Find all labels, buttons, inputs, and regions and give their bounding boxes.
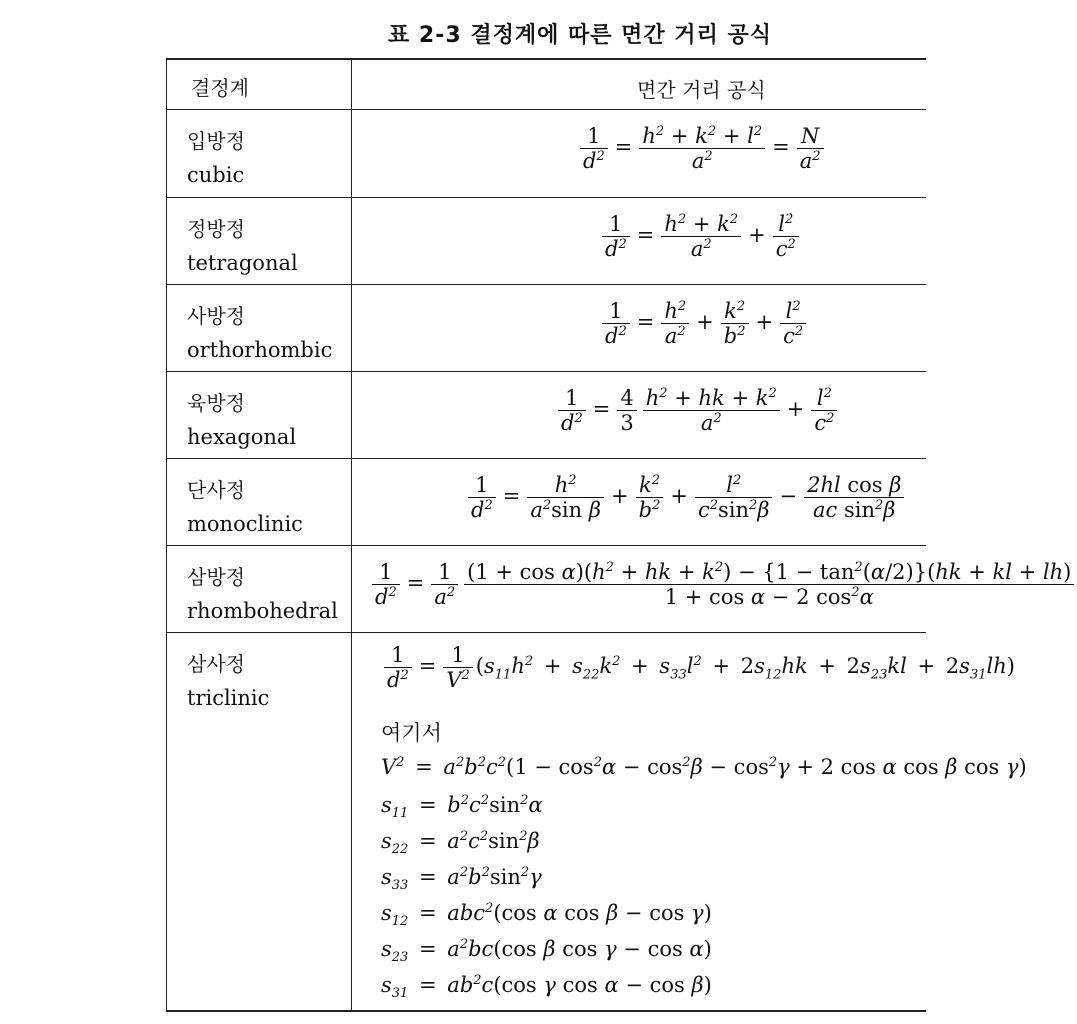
crystal-system-cell: 삼방정 rhombohedral: [187, 565, 338, 623]
formula-tetragonal: $\frac{1}{d^2}$ = $\frac{h^2 + k^2}{a^2}$ + $\frac{l^2}{c^2}$: [599, 212, 802, 261]
crystal-system-cell: 육방정 hexagonal: [187, 391, 297, 449]
note-label: 여기서: [381, 721, 442, 745]
table-row: [167, 459, 926, 546]
formula-s22: $s_{22} = a^2c^2\sin^2\beta$: [381, 829, 540, 858]
header-formula: 면간 거리 공식: [637, 78, 766, 102]
formula-orthorhombic: $\frac{1}{d^2}$ = $\frac{h^2}{a^2}$ + $\frac{k^2}{b^2}$ + $\frac{l^2}{c^2}$: [599, 299, 809, 348]
formula-monoclinic: $\frac{1}{d^2}$ = $\frac{h^2}{a^2\sin \beta}$ + $\frac{k^2}{b^2}$ + $\frac{l^2}{c^2\sin^2\beta}$ − $\frac{\text{2hl cos β}}{ac \sin^2\beta}$: [465, 473, 907, 522]
formula-table: [166, 58, 1072, 1012]
table-header-row: [167, 60, 926, 110]
formula-rhombohedral: $\frac{1}{d^2}$ = $\frac{1}{a^2}$ $\frac{(1 + \cos \alpha)(h^2 + hk + k^2) - \{1 - \tan^2(\alpha/2)\}(hk + kl + lh)}{1 + \cos \alpha - 2 \cos^2\alpha}$: [369, 560, 1077, 609]
table-row: [167, 372, 926, 459]
table-row: [167, 198, 926, 285]
formula-cubic: $\frac{1}{d^2}$ = $\frac{h^2 + k^2 + l^2}{a^2}$ = $\frac{N}{a^2}$: [577, 124, 827, 173]
crystal-system-cell: 사방정 orthorhombic: [187, 304, 333, 362]
table-row: [167, 285, 926, 372]
formula-triclinic: $\frac{1}{d^2}$ = $\frac{1}{V^2}$ $(s_{11}h^2 + s_{22}k^2 + s_{33}l^2 + 2s_{12}hk + 2s_{23}kl + 2s_{31}lh)$: [381, 643, 1015, 692]
formula-s12: $s_{12} = abc^2(\cos$ α cos β − cos γ): [381, 901, 712, 930]
formula-s11: $s_{11} = b^2c^2\sin^2\alpha$: [381, 793, 543, 822]
formula-volume: $V^2 = a^2b^2c^2(1 - \cos^2\alpha - \cos^2\beta - \cos^2\gamma + 2$ cos α cos β cos γ): [381, 755, 1027, 779]
table-row: [167, 546, 1072, 633]
formula-s23: $s_{23} = a^2bc(\cos$ β cos γ − cos α): [381, 937, 712, 966]
formula-hexagonal: $\frac{1}{d^2}$ = $\frac{4}{3}$ $\frac{h^2 + hk + k^2}{a^2}$ + $\frac{l^2}{c^2}$: [555, 386, 840, 435]
table-caption: 표 2-3 결정계에 따른 면간 거리 공식: [388, 23, 772, 48]
formula-s33: $s_{33} = a^2b^2\sin^2\gamma$: [381, 865, 542, 894]
crystal-system-cell: 정방정 tetragonal: [187, 217, 298, 275]
crystal-system-cell: 단사정 monoclinic: [187, 478, 303, 536]
table-row: [167, 633, 1027, 1014]
crystal-system-cell: 입방정 cubic: [187, 129, 245, 187]
crystal-system-cell: 삼사정 triclinic: [187, 652, 270, 710]
header-crystal-system: 결정계: [191, 76, 249, 100]
table-row: [167, 110, 926, 198]
formula-s31: $s_{31} = ab^2c(\cos$ γ cos α − cos β): [381, 973, 712, 1002]
